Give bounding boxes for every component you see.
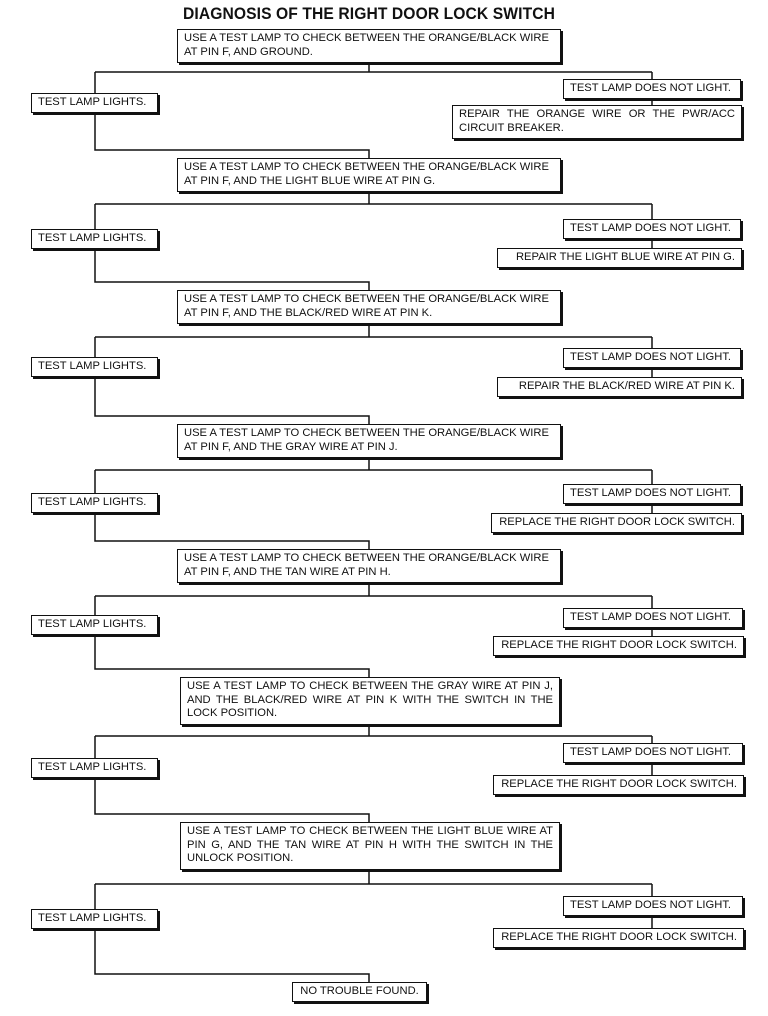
test-lamp-not-light-1: TEST LAMP DOES NOT LIGHT. (563, 79, 741, 99)
no-trouble-found-box: NO TROUBLE FOUND. (292, 982, 427, 1002)
check-box-4: USE A TEST LAMP TO CHECK BETWEEN THE ORANGE/BLACK WIRE AT PIN F, AND THE GRAY WIRE AT PIN J. (177, 424, 561, 458)
remedy-box-5: REPLACE THE RIGHT DOOR LOCK SWITCH. (493, 636, 744, 656)
test-lamp-lights-2: TEST LAMP LIGHTS. (31, 229, 158, 249)
connector-line-42 (95, 929, 369, 982)
connector-line-6 (95, 113, 369, 158)
connector-line-36 (95, 778, 369, 822)
test-lamp-not-light-3: TEST LAMP DOES NOT LIGHT. (563, 348, 741, 368)
test-lamp-not-light-4: TEST LAMP DOES NOT LIGHT. (563, 484, 741, 504)
connector-line-24 (95, 513, 369, 549)
check-box-2: USE A TEST LAMP TO CHECK BETWEEN THE ORANGE/BLACK WIRE AT PIN F, AND THE LIGHT BLUE WIRE AT PIN G. (177, 158, 561, 192)
connector-line-12 (95, 249, 369, 290)
remedy-box-6: REPLACE THE RIGHT DOOR LOCK SWITCH. (493, 775, 744, 795)
test-lamp-not-light-6: TEST LAMP DOES NOT LIGHT. (563, 743, 743, 763)
remedy-box-4: REPLACE THE RIGHT DOOR LOCK SWITCH. (491, 513, 742, 533)
check-box-6: USE A TEST LAMP TO CHECK BETWEEN THE GRAY WIRE AT PIN J, AND THE BLACK/RED WIRE AT PIN K WITH THE SWITCH IN THE LOCK POSITION. (180, 677, 560, 725)
test-lamp-lights-7: TEST LAMP LIGHTS. (31, 909, 158, 929)
check-box-1: USE A TEST LAMP TO CHECK BETWEEN THE ORANGE/BLACK WIRE AT PIN F, AND GROUND. (177, 29, 561, 63)
remedy-box-7: REPLACE THE RIGHT DOOR LOCK SWITCH. (493, 928, 744, 948)
remedy-box-2: REPAIR THE LIGHT BLUE WIRE AT PIN G. (497, 248, 742, 268)
test-lamp-lights-6: TEST LAMP LIGHTS. (31, 758, 158, 778)
check-box-5: USE A TEST LAMP TO CHECK BETWEEN THE ORANGE/BLACK WIRE AT PIN F, AND THE TAN WIRE AT PIN H. (177, 549, 561, 583)
check-box-3: USE A TEST LAMP TO CHECK BETWEEN THE ORANGE/BLACK WIRE AT PIN F, AND THE BLACK/RED WIRE AT PIN K. (177, 290, 561, 324)
test-lamp-not-light-5: TEST LAMP DOES NOT LIGHT. (563, 608, 743, 628)
remedy-box-1: REPAIR THE ORANGE WIRE OR THE PWR/ACC CIRCUIT BREAKER. (452, 105, 742, 139)
check-box-7: USE A TEST LAMP TO CHECK BETWEEN THE LIGHT BLUE WIRE AT PIN G, AND THE TAN WIRE AT PIN H WITH THE SWITCH IN THE UNLOCK POSITION. (180, 822, 560, 870)
test-lamp-lights-4: TEST LAMP LIGHTS. (31, 493, 158, 513)
test-lamp-lights-5: TEST LAMP LIGHTS. (31, 615, 158, 635)
connector-line-18 (95, 377, 369, 424)
test-lamp-not-light-2: TEST LAMP DOES NOT LIGHT. (563, 219, 741, 239)
diagram-title: DIAGNOSIS OF THE RIGHT DOOR LOCK SWITCH (183, 4, 555, 23)
connector-line-30 (95, 635, 369, 677)
test-lamp-not-light-7: TEST LAMP DOES NOT LIGHT. (563, 896, 743, 916)
test-lamp-lights-1: TEST LAMP LIGHTS. (31, 93, 158, 113)
remedy-box-3: REPAIR THE BLACK/RED WIRE AT PIN K. (497, 377, 742, 397)
test-lamp-lights-3: TEST LAMP LIGHTS. (31, 357, 158, 377)
